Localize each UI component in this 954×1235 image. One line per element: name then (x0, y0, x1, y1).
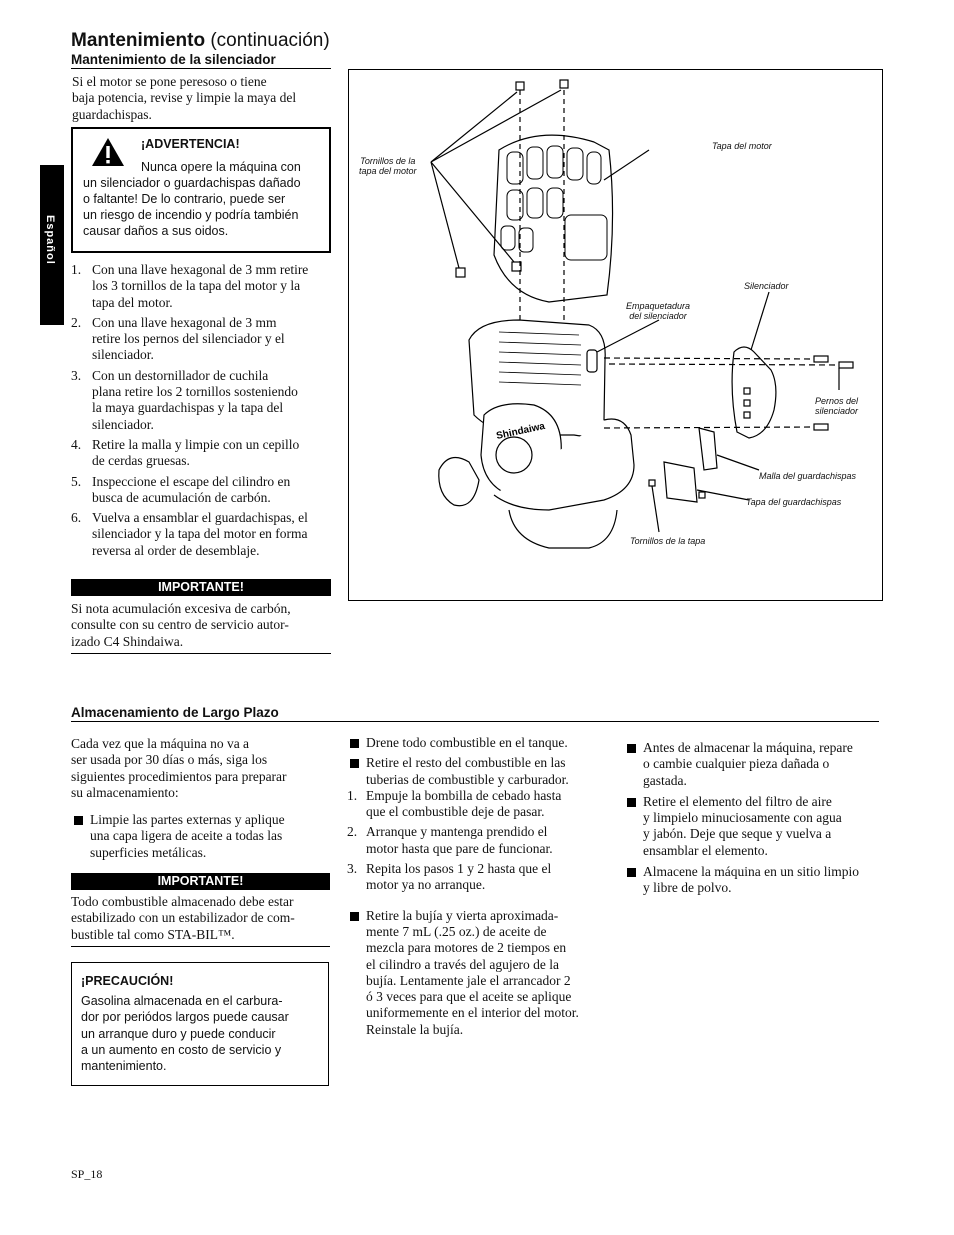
warning-line: Nunca opere la máquina con (141, 160, 301, 174)
storage-intro (71, 736, 331, 801)
storage-heading: Almacenamiento de Largo Plazo (71, 705, 879, 722)
label-line: Pernos del (815, 396, 859, 406)
bullet-line: y limpielo minuciosamente con agua (643, 810, 842, 826)
step-line: los 3 tornillos de la tapa del motor y la (92, 278, 301, 294)
step-line: Vuelva a ensamblar el guardachispas, el (92, 510, 308, 526)
bullet-square-icon (627, 798, 636, 807)
muffler-exploded-diagram (348, 69, 883, 601)
intro-line: Cada vez que la máquina no va a (71, 736, 250, 751)
list-item (71, 474, 331, 507)
step-number: 4. (71, 436, 82, 452)
step-number: 2. (71, 314, 82, 330)
bullet-square-icon (74, 816, 83, 825)
important-line: bustible tal como STA-BIL™. (71, 926, 235, 942)
bullet-square-icon (350, 912, 359, 921)
caution-line: un arranque duro y puede conducir (81, 1026, 276, 1041)
step-line: Arranque y mantenga prendido el (366, 824, 548, 840)
step-line: tapa del motor. (92, 294, 173, 310)
important-note (71, 894, 330, 947)
list-item (347, 755, 607, 788)
title-continuation: (continuación) (210, 30, 330, 51)
step-line: la maya guardachispas y la tapa del (92, 400, 284, 416)
warning-line: un silenciador o guardachispas dañado (83, 176, 301, 190)
bullet-line: tuberias de combustible y carburador. (366, 771, 569, 787)
list-item (71, 812, 335, 861)
list-item (71, 368, 331, 433)
label-line: Empaquetadura (626, 301, 691, 311)
list-item (347, 861, 607, 894)
list-item (347, 735, 607, 751)
bullet-line: Retire el elemento del filtro de aire (643, 793, 832, 809)
bullet-square-icon (627, 868, 636, 877)
important-line: Todo combustible almacenado debe estar (71, 894, 294, 909)
bullet-line: y jabón. Deje que seque y vuelva a (643, 826, 832, 842)
label-engine-cover-screws (359, 156, 417, 176)
section-subtitle: Mantenimiento de la silenciador (71, 52, 331, 69)
intro-line: guardachispas. (72, 106, 152, 122)
step-line: silenciador y la tapa del motor en forma (92, 526, 308, 542)
important-line: izado C4 Shindaiwa. (71, 633, 184, 649)
intro-paragraph (72, 74, 332, 123)
muffler-steps-list (71, 262, 331, 563)
step-line: Retire la malla y limpie con un cepillo (92, 436, 300, 452)
list-item (347, 824, 607, 857)
label-muffler-bolts (815, 396, 858, 416)
bullet-line: uniformemente en el interior del motor. (366, 1005, 579, 1021)
step-number: 2. (347, 824, 358, 840)
list-item (71, 510, 331, 559)
caution-line: Gasolina almacenada en el carbura- (81, 994, 283, 1008)
page-title (71, 30, 330, 52)
bullet-line: Drene todo combustible en el tanque. (366, 735, 568, 750)
label-line: Tornillos de la (360, 156, 416, 166)
intro-line: Si el motor se pone peresoso o tiene (72, 74, 267, 89)
bullet-line: bujía. Lentamente jale el arrancador 2 (366, 972, 571, 988)
list-item (71, 437, 331, 470)
bullet-line: y libre de polvo. (643, 880, 732, 896)
label-line: del silenciador (629, 311, 687, 321)
intro-line: su almacenamiento: (71, 784, 179, 800)
important-line: estabilizado con un estabilizador de com- (71, 910, 295, 926)
warning-text (83, 159, 315, 239)
step-line: Con una llave hexagonal de 3 mm retire (92, 262, 309, 277)
step-line: silenciador. (92, 347, 154, 363)
bullet-line: Retire la bujía y vierta aproximada- (366, 907, 559, 923)
storage-column-3 (624, 740, 884, 897)
bullet-line: gastada. (643, 772, 687, 788)
warning-line: causar daños a sus oidos. (83, 224, 229, 238)
bullet-square-icon (627, 744, 636, 753)
label-muffler-gasket (626, 301, 690, 321)
bullet-line: ó 3 veces para que el aceite se aplique (366, 989, 572, 1005)
caution-line: mantenimiento. (81, 1059, 167, 1074)
step-line: silenciador. (92, 416, 154, 432)
warning-box (71, 127, 331, 253)
list-item (624, 794, 884, 859)
caution-title: ¡PRECAUCIÓN! (81, 974, 174, 988)
bullet-line: mezcla para motores de 2 tiempos en (366, 940, 567, 956)
important-bar: IMPORTANTE! (71, 579, 331, 596)
list-item (347, 908, 607, 1038)
caution-line: dor por periódos largos puede causar (81, 1010, 289, 1025)
intro-line: ser usada por 30 días o más, siga los (71, 752, 268, 768)
important-line: Si nota acumulación excesiva de carbón, (71, 601, 291, 616)
list-item (71, 262, 331, 311)
bullet-line: ensamblar el elemento. (643, 842, 768, 858)
list-item (71, 315, 331, 364)
warning-line: un riesgo de incendio y podría también (83, 208, 299, 222)
step-line: plana retire los 2 tornillos sosteniendo (92, 384, 298, 400)
language-side-tab (40, 165, 64, 325)
brand-logo: Shindaiwa (495, 420, 546, 442)
step-line: retire los pernos del silenciador y el (92, 331, 285, 347)
step-line: busca de acumulación de carbón. (92, 489, 271, 505)
important-note (71, 601, 331, 654)
list-item (624, 740, 884, 789)
step-line: Con una llave hexagonal de 3 mm (92, 314, 277, 330)
step-number: 3. (347, 861, 358, 877)
title-text: Mantenimiento (71, 30, 206, 51)
warning-title: ¡ADVERTENCIA! (141, 137, 240, 151)
label-muffler: Silenciador (744, 281, 789, 291)
step-line: Repita los pasos 1 y 2 hasta que el (366, 861, 552, 877)
label-arrester-screen: Malla del guardachispas (759, 471, 857, 481)
bullet-line: Antes de almacenar la máquina, repare (643, 740, 853, 755)
bullet-square-icon (350, 759, 359, 768)
step-line: motor hasta que pare de funcionar. (366, 840, 553, 856)
step-line: Con un destornillador de cuchila (92, 367, 269, 383)
step-line: motor ya no arranque. (366, 877, 486, 893)
step-number: 3. (71, 367, 82, 383)
step-line: reversa al order de desemblaje. (92, 542, 260, 558)
label-line: tapa del motor (359, 166, 417, 176)
step-line: Empuje la bombilla de cebado hasta (366, 787, 562, 803)
intro-line: baja potencia, revise y limpie la maya del (72, 90, 297, 106)
storage-column-2 (347, 735, 607, 1038)
engine-illustration (349, 70, 882, 600)
bullet-line: Almacene la máquina en un sitio limpio (643, 864, 859, 880)
side-tab-label: Español (44, 215, 56, 265)
step-number: 1. (71, 262, 82, 277)
bullet-line: Reinstale la bujía. (366, 1021, 464, 1037)
bullet-square-icon (350, 739, 359, 748)
label-arrester-cover: Tapa del guardachispas (746, 497, 842, 507)
list-item (624, 864, 884, 897)
caution-text (81, 993, 321, 1074)
bullet-line: una capa ligera de aceite a todas las (90, 828, 283, 844)
important-line: consulte con su centro de servicio autor- (71, 617, 289, 633)
bullet-line: Retire el resto del combustible en las (366, 755, 566, 771)
caution-line: a un aumento en costo de servicio y (81, 1042, 282, 1057)
warning-line: o faltante! De lo contrario, puede ser (83, 192, 286, 206)
bullet-line: mente 7 mL (.25 oz.) de aceite de (366, 923, 547, 939)
step-number: 6. (71, 510, 82, 526)
step-line: Inspeccione el escape del cilindro en (92, 473, 291, 489)
label-engine-cover: Tapa del motor (712, 141, 772, 151)
step-line: que el combustible deje de pasar. (366, 804, 545, 820)
bullet-line: superficies metálicas. (90, 844, 207, 860)
list-item (347, 788, 607, 821)
bullet-line: o cambie cualquier pieza dañada o (643, 756, 830, 772)
page-number: SP_18 (71, 1167, 103, 1181)
intro-line: siguientes procedimientos para preparar (71, 768, 287, 784)
caution-box (71, 962, 329, 1086)
bullet-line: Limpie las partes externas y aplique (90, 812, 285, 827)
important-bar: IMPORTANTE! (71, 873, 330, 890)
label-line: silenciador (815, 406, 859, 416)
step-number: 1. (347, 787, 358, 803)
label-cover-screws: Tornillos de la tapa (630, 536, 706, 546)
step-line: de cerdas gruesas. (92, 453, 190, 469)
bullet-line: el cilindro a través del agujero de la (366, 956, 560, 972)
step-number: 5. (71, 473, 82, 489)
